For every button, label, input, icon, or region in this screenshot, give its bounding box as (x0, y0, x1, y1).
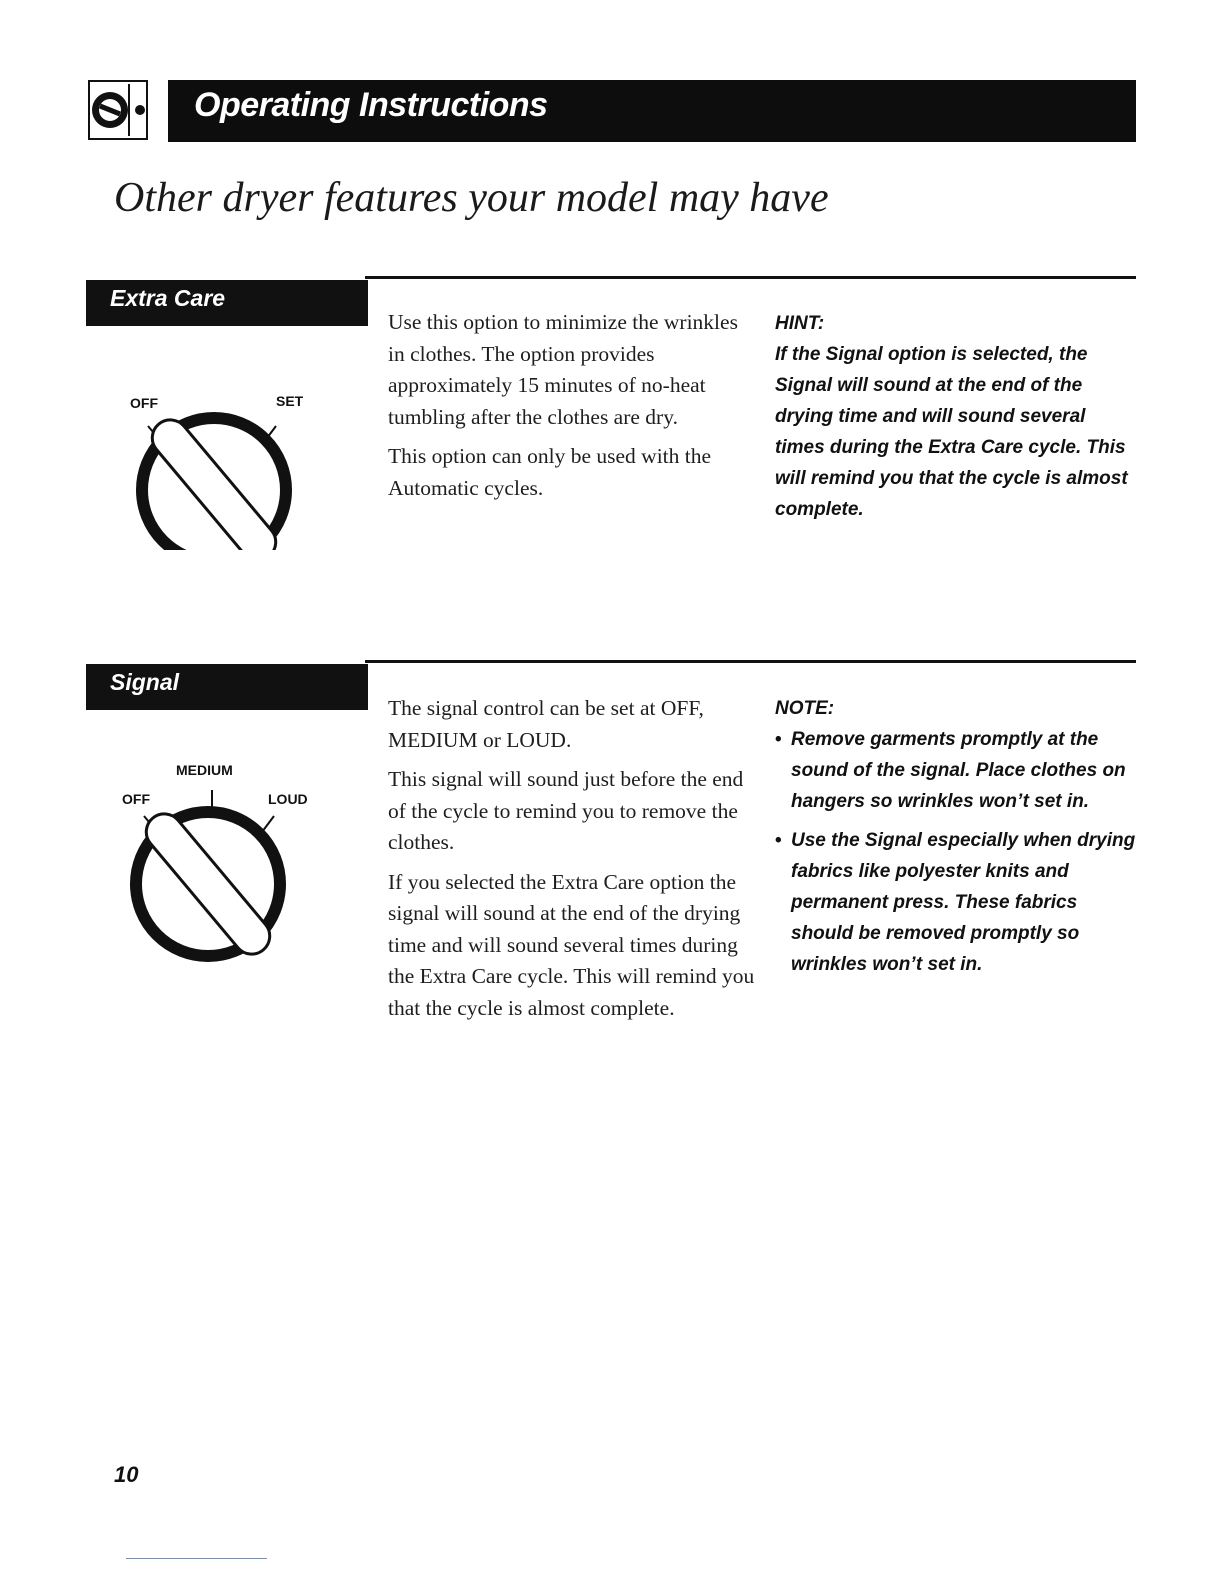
section-label-box (86, 280, 368, 326)
dial-label-set: SET (276, 393, 304, 409)
section-rule (365, 276, 1136, 279)
hint-heading: HINT: (775, 313, 825, 334)
section-rule (365, 660, 1136, 663)
note-heading: NOTE: (775, 698, 835, 719)
note-list (775, 724, 1140, 980)
body-paragraph: The signal control can be set at OFF, MEDIUM or LOUD. (388, 696, 704, 752)
extra-care-dial-icon (120, 390, 320, 555)
signal-dial-icon (114, 780, 314, 975)
section-label: Signal (110, 669, 180, 695)
header-bar (168, 80, 1136, 142)
dial-label-off: OFF (122, 791, 150, 807)
note-item: • Use the Signal especially when drying fabrics like polyester knits and permanent press. These fabrics should be removed promptly so wrinkles won’t set in. (775, 825, 1140, 980)
extra-care-body (388, 307, 756, 512)
dryer-icon (88, 80, 148, 140)
section-label-box (86, 664, 368, 710)
header-title: Operating Instructions (194, 86, 548, 124)
note-box (775, 693, 1140, 988)
body-paragraph: This signal will sound just before the end of the cycle to remind you to remove the clothes. (388, 767, 744, 854)
dial-label-medium: MEDIUM (176, 762, 233, 778)
body-paragraph: If you selected the Extra Care option the signal will sound at the end of the drying time and will sound several times during the Extra Care cycle. This will remind you that the cycle is almost complete. (388, 869, 755, 1020)
footer-divider (126, 1558, 267, 1559)
signal-body (388, 693, 756, 1032)
page-number: 10 (114, 1462, 139, 1487)
body-paragraph: Use this option to minimize the wrinkles in clothes. The option provides approximately 15 minutes of no-heat tumbling after the clothes are dry. (388, 310, 738, 429)
hint-text: If the Signal option is selected, the Signal will sound at the end of the drying time and will sound several times during the Extra Care cycle. This will remind you that the cycle is almost complete. (775, 344, 1128, 520)
page-title: Other dryer features your model may have (114, 175, 829, 221)
section-label: Extra Care (110, 285, 226, 311)
note-item: • Remove garments promptly at the sound of the signal. Place clothes on hangers so wrinkles won’t set in. (775, 724, 1140, 817)
hint-box (775, 308, 1140, 525)
dial-label-off: OFF (130, 395, 158, 411)
body-paragraph: This option can only be used with the Automatic cycles. (388, 444, 712, 500)
dial-label-loud: LOUD (268, 791, 308, 807)
